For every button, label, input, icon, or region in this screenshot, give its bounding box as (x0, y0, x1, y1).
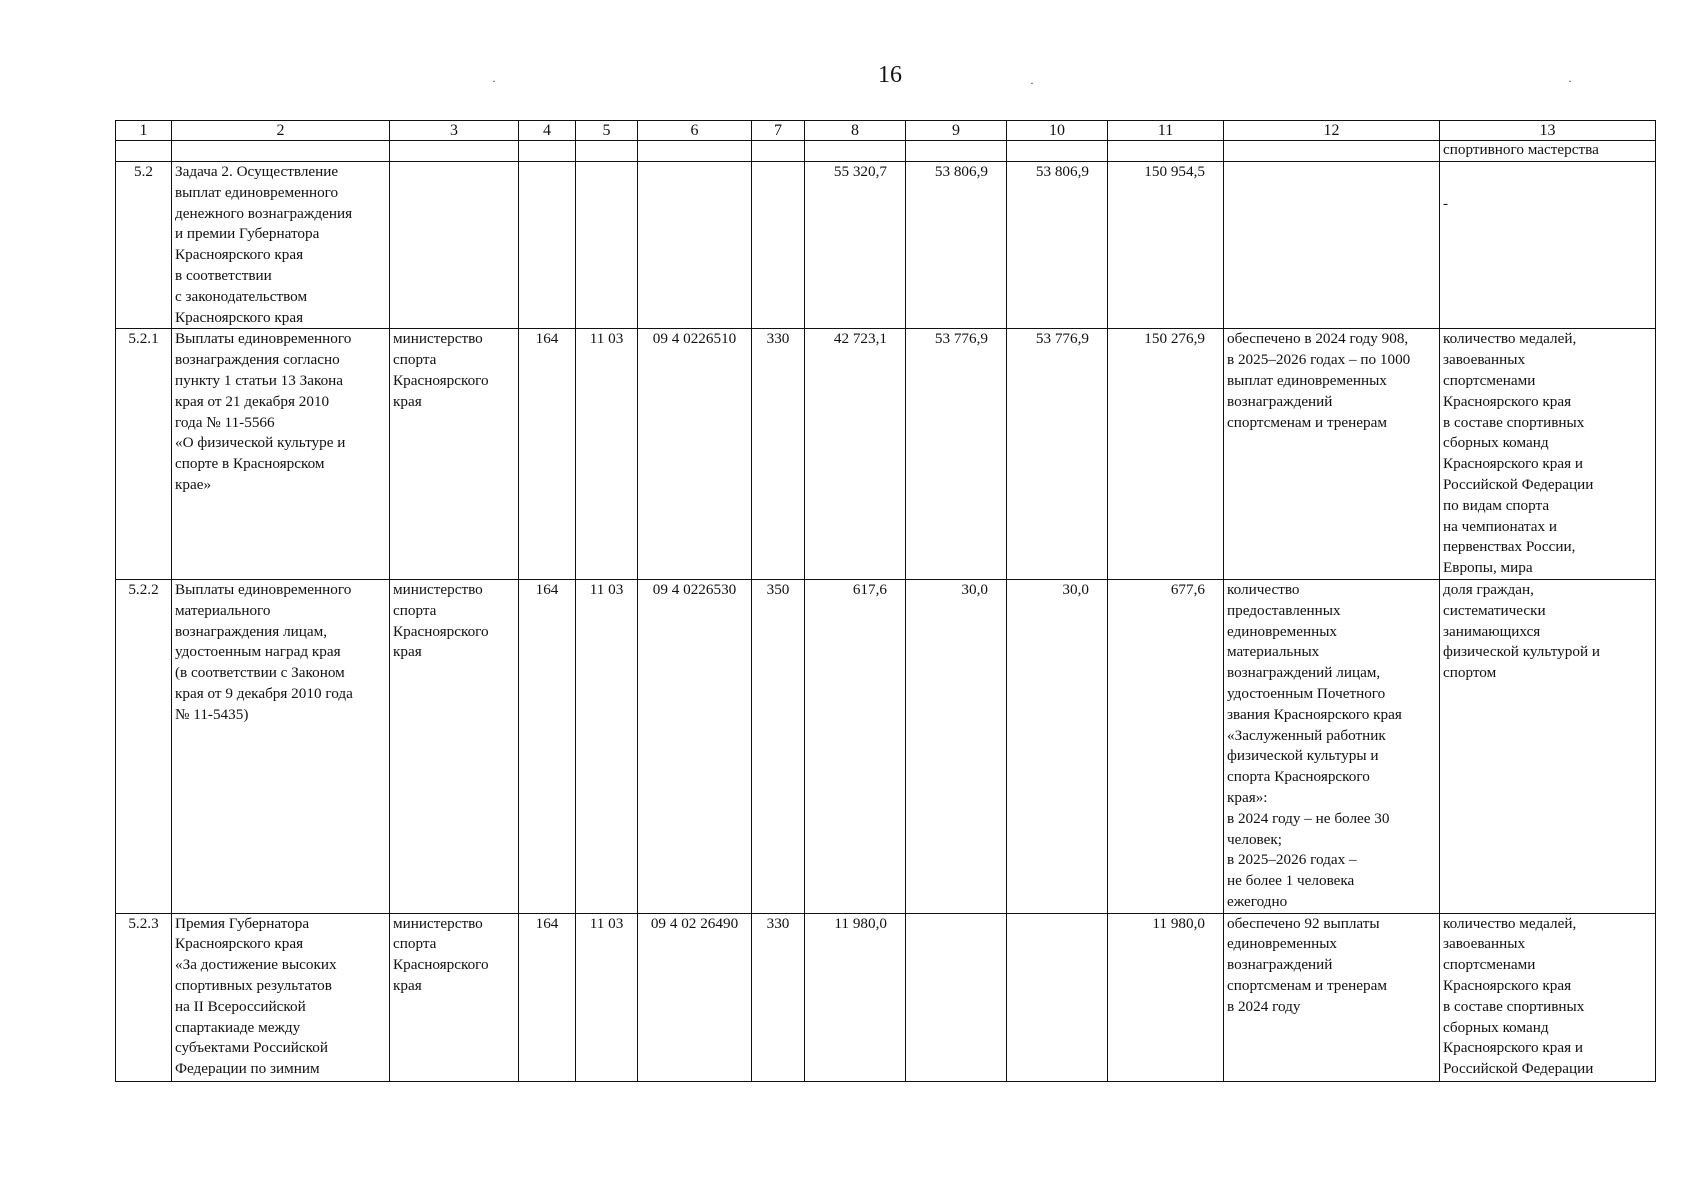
amount-cell: 53 776,9 (1007, 329, 1108, 580)
item-number: 5.2 (116, 162, 172, 329)
amount-cell: 53 806,9 (906, 162, 1007, 329)
amount-cell: 55 320,7 (805, 162, 906, 329)
code-cell: 09 4 0226510 (638, 329, 752, 580)
code-cell: 11 03 (576, 913, 638, 1081)
column-number: 9 (906, 121, 1007, 141)
scan-speck: · (492, 74, 496, 88)
column-number: 7 (752, 121, 805, 141)
amount-cell: 150 954,5 (1108, 162, 1224, 329)
column-number: 6 (638, 121, 752, 141)
indicator-cell: количество медалей, завоеванных спортсменами Красноярского края в составе спортивных сборных команд Красноярского края и Российской Федерации по видам спорта на чемпионатах и первенствах России, Европы, мира (1440, 329, 1656, 580)
amount-cell: 677,6 (1108, 579, 1224, 913)
scan-speck: · (1568, 74, 1572, 88)
amount-cell: 11 980,0 (805, 913, 906, 1081)
code-cell: 11 03 (576, 329, 638, 580)
indicator-cell (1440, 162, 1656, 329)
table-row (116, 162, 1656, 329)
column-number: 2 (172, 121, 390, 141)
result-cell (1224, 162, 1440, 329)
table-row (116, 579, 1656, 913)
code-cell: 164 (519, 913, 576, 1081)
indicator-cell: доля граждан, систематически занимающихся физической культурой и спортом (1440, 579, 1656, 913)
result-cell: обеспечено в 2024 году 908, в 2025–2026 годах – по 1000 выплат единовременных вознаграждений спортсменам и тренерам (1224, 329, 1440, 580)
responsible-org: министерство спорта Красноярского края (390, 913, 519, 1081)
indicator-cell: количество медалей, завоеванных спортсменами Красноярского края в составе спортивных сборных команд Красноярского края и Российской Федерации (1440, 913, 1656, 1081)
amount-cell: 53 776,9 (906, 329, 1007, 580)
amount-cell: 150 276,9 (1108, 329, 1224, 580)
scan-speck: · (1030, 76, 1034, 90)
indicator-cell: спортивного мастерства (1440, 141, 1656, 162)
code-cell (519, 162, 576, 329)
continuation-row (116, 141, 1656, 162)
item-name: Выплаты единовременного вознаграждения согласно пункту 1 статьи 13 Закона края от 21 декабря 2010 года № 11-5566 «О физической культуре и спорте в Красноярском крае» (172, 329, 390, 580)
item-name: Премия Губернатора Красноярского края «За достижение высоких спортивных результатов на II Всероссийской спартакиаде между субъектами Российской Федерации по зимним (172, 913, 390, 1081)
amount-cell: 42 723,1 (805, 329, 906, 580)
responsible-org (390, 162, 519, 329)
table-row (116, 329, 1656, 580)
responsible-org: министерство спорта Красноярского края (390, 329, 519, 580)
column-number: 10 (1007, 121, 1108, 141)
code-cell: 164 (519, 329, 576, 580)
column-number: 4 (519, 121, 576, 141)
item-number: 5.2.3 (116, 913, 172, 1081)
code-cell: 330 (752, 329, 805, 580)
column-number: 1 (116, 121, 172, 141)
amount-cell: 617,6 (805, 579, 906, 913)
item-name: Задача 2. Осуществление выплат единовременного денежного вознаграждения и премии Губернатора Красноярского края в соответствии с законодательством Красноярского края (172, 162, 390, 329)
code-cell: 350 (752, 579, 805, 913)
amount-cell (906, 913, 1007, 1081)
amount-cell (1007, 913, 1108, 1081)
code-cell: 09 4 0226530 (638, 579, 752, 913)
amount-cell: 53 806,9 (1007, 162, 1108, 329)
code-cell (752, 162, 805, 329)
column-number: 12 (1224, 121, 1440, 141)
amount-cell: 11 980,0 (1108, 913, 1224, 1081)
code-cell (638, 162, 752, 329)
column-number: 5 (576, 121, 638, 141)
result-cell: количество предоставленных единовременных материальных вознаграждений лицам, удостоенным Почетного звания Красноярского края «Заслуженный работник физической культуры и спорта Красноярского края»: в 2024 году – не более 30 человек; в 2025–2026 годах – не более 1 человека ежегодно (1224, 579, 1440, 913)
column-number: 13 (1440, 121, 1656, 141)
item-name: Выплаты единовременного материального вознаграждения лицам, удостоенным наград края (в соответствии с Законом края от 9 декабря 2010 года № 11-5435) (172, 579, 390, 913)
amount-cell: 30,0 (1007, 579, 1108, 913)
result-cell: обеспечено 92 выплаты единовременных вознаграждений спортсменам и тренерам в 2024 году (1224, 913, 1440, 1081)
code-cell: 11 03 (576, 579, 638, 913)
column-number-row (116, 121, 1656, 141)
code-cell: 330 (752, 913, 805, 1081)
code-cell (576, 162, 638, 329)
column-number: 11 (1108, 121, 1224, 141)
table-row (116, 913, 1656, 1081)
responsible-org: министерство спорта Красноярского края (390, 579, 519, 913)
item-number: 5.2.2 (116, 579, 172, 913)
code-cell: 09 4 02 26490 (638, 913, 752, 1081)
item-number: 5.2.1 (116, 329, 172, 580)
amount-cell: 30,0 (906, 579, 1007, 913)
column-number: 8 (805, 121, 906, 141)
budget-table (115, 120, 1656, 1082)
code-cell: 164 (519, 579, 576, 913)
page-number: 16 (878, 62, 902, 88)
column-number: 3 (390, 121, 519, 141)
dash-mark: - (1443, 195, 1449, 212)
